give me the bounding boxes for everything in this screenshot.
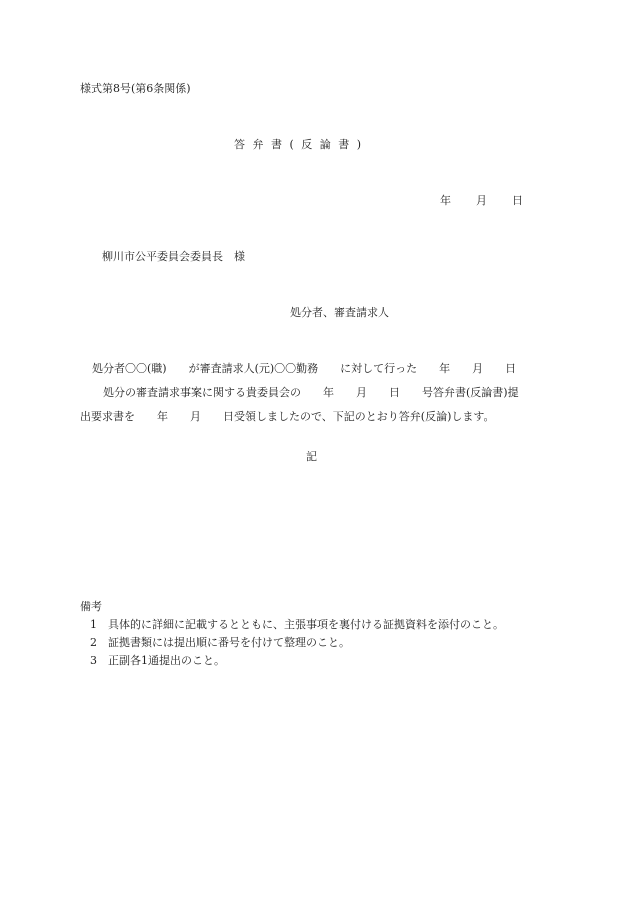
date-month-label: 月 — [476, 194, 487, 207]
note-item — [90, 619, 504, 630]
body-line-3: 出要求書を 年 月 日受領しましたので、下記のとおり答弁(反論)します。 — [80, 410, 495, 423]
form-number-label: 様式第8号(第6条関係) — [80, 82, 191, 95]
note-text: 正副各1通提出のこと。 — [108, 654, 225, 667]
note-text: 証拠書類には提出順に番号を付けて整理のこと。 — [108, 636, 350, 649]
note-number: 2 — [90, 636, 97, 649]
ki-heading: 記 — [306, 450, 317, 463]
notes-heading: 備考 — [80, 600, 102, 613]
note-number: 3 — [90, 654, 97, 667]
document-title: 答弁書(反論書) — [234, 138, 369, 151]
sender-label: 処分者、審査請求人 — [290, 306, 389, 319]
note-number: 1 — [90, 618, 97, 631]
date-day-label: 日 — [512, 194, 523, 207]
date-line — [440, 195, 523, 206]
note-item — [90, 637, 350, 648]
note-text: 具体的に詳細に記載するとともに、主張事項を裏付ける証拠資料を添付のこと。 — [108, 618, 504, 631]
addressee: 柳川市公平委員会委員長 様 — [102, 250, 245, 263]
body-line-1: 処分者〇〇(職) が審査請求人(元)〇〇勤務 に対して行った 年 月 日 — [92, 362, 517, 375]
date-year-label: 年 — [440, 194, 451, 207]
body-line-2: 処分の審査請求事案に関する貴委員会の 年 月 日 号答弁書(反論書)提 — [103, 386, 519, 399]
note-item — [90, 655, 225, 666]
